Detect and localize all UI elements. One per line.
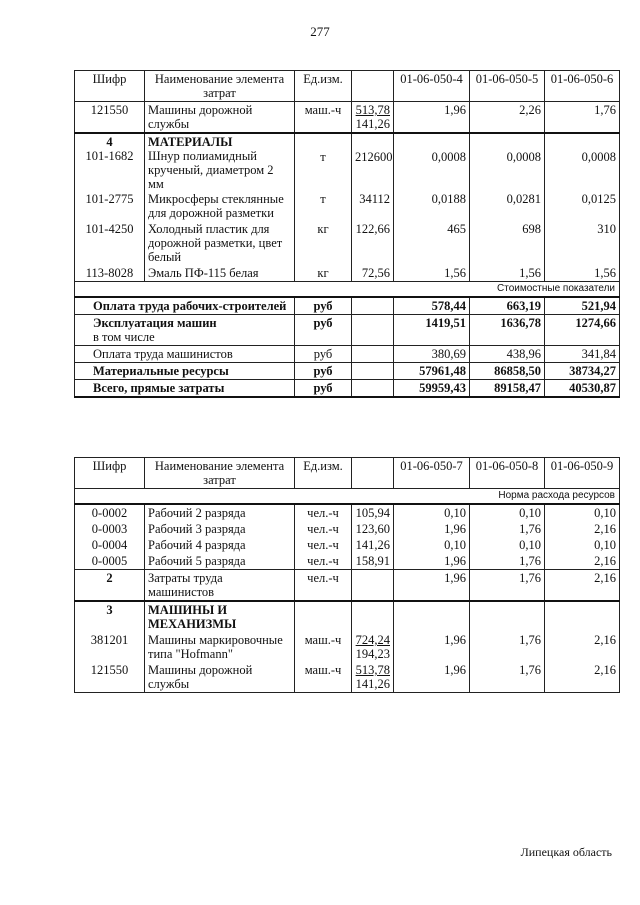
cost-row bbox=[75, 363, 620, 380]
value-cell: 1,56 bbox=[545, 265, 620, 282]
empty-cell bbox=[352, 363, 394, 380]
section-title: МАШИНЫ И МЕХАНИЗМЫ bbox=[145, 601, 295, 632]
price-cell: 123,60 bbox=[352, 521, 394, 537]
cost-row bbox=[75, 380, 620, 398]
value-cell: 1,96 bbox=[394, 553, 470, 570]
value-cell: 0,0281 bbox=[470, 191, 545, 221]
value-cell: 1,96 bbox=[394, 632, 470, 662]
value-cell: 2,16 bbox=[545, 570, 620, 602]
cost-row bbox=[75, 346, 620, 363]
name-cell: Рабочий 2 разряда bbox=[145, 504, 295, 521]
col-header: 01-06-050-8 bbox=[470, 458, 545, 489]
table-row bbox=[75, 504, 620, 521]
empty-cell bbox=[545, 601, 620, 632]
value-cell: 310 bbox=[545, 221, 620, 265]
price-cell bbox=[352, 102, 394, 134]
col-header: Наименование элемента затрат bbox=[145, 71, 295, 102]
code-cell: 113-8028 bbox=[75, 265, 145, 282]
col-header bbox=[352, 458, 394, 489]
value-cell: 86858,50 bbox=[470, 363, 545, 380]
value-cell: 40530,87 bbox=[545, 380, 620, 398]
value-cell: 663,19 bbox=[470, 297, 545, 315]
section-number: 4 101-1682 bbox=[75, 133, 145, 191]
section-number: 2 bbox=[75, 570, 145, 602]
name-cell: Холодный пластик для дорожной разметки, цвет белый bbox=[145, 221, 295, 265]
value-cell: 1,76 bbox=[470, 662, 545, 693]
table-row bbox=[75, 221, 620, 265]
empty-cell bbox=[352, 297, 394, 315]
code-cell: 0-0002 bbox=[75, 504, 145, 521]
value-cell: 0,10 bbox=[545, 504, 620, 521]
value-cell: 2,16 bbox=[545, 632, 620, 662]
section-title: МАТЕРИАЛЫ bbox=[148, 135, 233, 149]
unit-cell: руб bbox=[295, 315, 352, 346]
cost-name: Всего, прямые затраты bbox=[75, 380, 295, 398]
empty-cell bbox=[394, 601, 470, 632]
unit-cell: чел.-ч bbox=[295, 537, 352, 553]
value-cell: 1,76 bbox=[470, 632, 545, 662]
value-cell: 438,96 bbox=[470, 346, 545, 363]
value-cell: 2,16 bbox=[545, 662, 620, 693]
table-row bbox=[75, 632, 620, 662]
material-name-cell: МАТЕРИАЛЫ Шнур полиамидный крученый, диаметром 2 мм bbox=[145, 133, 295, 191]
code-cell: 0-0005 bbox=[75, 553, 145, 570]
value-cell: 0,10 bbox=[470, 537, 545, 553]
price-cell: 34112 bbox=[352, 191, 394, 221]
norm-caption: Норма расхода ресурсов bbox=[75, 489, 620, 505]
col-header: Шифр bbox=[75, 458, 145, 489]
value-cell: 0,10 bbox=[394, 504, 470, 521]
price-cell: 122,66 bbox=[352, 221, 394, 265]
name-cell: Машины дорожной службы bbox=[145, 662, 295, 693]
col-header: 01-06-050-7 bbox=[394, 458, 470, 489]
section-row-machines bbox=[75, 601, 620, 632]
empty-cell bbox=[470, 601, 545, 632]
table-row bbox=[75, 191, 620, 221]
resource-table-1 bbox=[74, 70, 620, 398]
name-cell: Машины маркировочные типа "Hofmann" bbox=[145, 632, 295, 662]
unit-cell: руб bbox=[295, 346, 352, 363]
value-cell: 0,10 bbox=[470, 504, 545, 521]
value-cell: 0,0008 bbox=[545, 133, 620, 191]
value-cell: 2,16 bbox=[545, 553, 620, 570]
value-cell: 1,96 bbox=[394, 570, 470, 602]
empty-cell bbox=[352, 570, 394, 602]
price-cell: 724,24 194,23 bbox=[352, 632, 394, 662]
page-number: 277 bbox=[310, 24, 330, 39]
col-header bbox=[352, 71, 394, 102]
price-top: 513,78 bbox=[355, 103, 390, 117]
value-cell: 521,94 bbox=[545, 297, 620, 315]
unit-cell: чел.-ч bbox=[295, 553, 352, 570]
value-cell: 380,69 bbox=[394, 346, 470, 363]
caption-row bbox=[75, 282, 620, 298]
code-cell: 101-2775 bbox=[75, 191, 145, 221]
cost-row bbox=[75, 315, 620, 346]
value-cell: 0,10 bbox=[394, 537, 470, 553]
value-cell: 1,56 bbox=[470, 265, 545, 282]
table-row bbox=[75, 570, 620, 602]
table-row bbox=[75, 537, 620, 553]
unit-cell: чел.-ч bbox=[295, 521, 352, 537]
code-cell: 101-4250 bbox=[75, 221, 145, 265]
value-cell: 89158,47 bbox=[470, 380, 545, 398]
value-cell: 0,0125 bbox=[545, 191, 620, 221]
col-header: 01-06-050-9 bbox=[545, 458, 620, 489]
col-header: Шифр bbox=[75, 71, 145, 102]
table-row bbox=[75, 102, 620, 134]
value-cell: 1,76 bbox=[470, 553, 545, 570]
code-cell: 0-0003 bbox=[75, 521, 145, 537]
unit-cell: руб bbox=[295, 380, 352, 398]
value-cell: 1636,78 bbox=[470, 315, 545, 346]
value-cell: 0,0008 bbox=[394, 133, 470, 191]
footer-region: Липецкая область bbox=[520, 845, 612, 859]
value-cell: 2,16 bbox=[545, 521, 620, 537]
price-cell: 158,91 bbox=[352, 553, 394, 570]
name-cell: Рабочий 5 разряда bbox=[145, 553, 295, 570]
value-cell: 1,96 bbox=[394, 102, 470, 134]
unit-cell: чел.-ч bbox=[295, 504, 352, 521]
value-cell: 59959,43 bbox=[394, 380, 470, 398]
empty-cell bbox=[352, 315, 394, 346]
value-cell: 1,96 bbox=[394, 521, 470, 537]
unit-cell: руб bbox=[295, 297, 352, 315]
empty-cell bbox=[352, 380, 394, 398]
section-row-materials bbox=[75, 133, 620, 191]
value-cell: 0,0008 bbox=[470, 133, 545, 191]
cost-name: Оплата труда машинистов bbox=[75, 346, 295, 363]
cost-name: Эксплуатация машин в том числе bbox=[75, 315, 295, 346]
cost-name: Оплата труда рабочих-строителей bbox=[75, 297, 295, 315]
name-cell: Эмаль ПФ-115 белая bbox=[145, 265, 295, 282]
value-cell: 341,84 bbox=[545, 346, 620, 363]
name-cell: Затраты труда машинистов bbox=[145, 570, 295, 602]
table-row bbox=[75, 662, 620, 693]
col-header: Ед.изм. bbox=[295, 458, 352, 489]
value-cell: 698 bbox=[470, 221, 545, 265]
value-cell: 1,96 bbox=[394, 662, 470, 693]
cost-name: Материальные ресурсы bbox=[75, 363, 295, 380]
empty-cell bbox=[295, 601, 352, 632]
value-cell: 38734,27 bbox=[545, 363, 620, 380]
col-header: 01-06-050-6 bbox=[545, 71, 620, 102]
table-row bbox=[75, 553, 620, 570]
unit-cell: руб bbox=[295, 363, 352, 380]
value-cell: 1419,51 bbox=[394, 315, 470, 346]
cost-caption: Стоимостные показатели bbox=[75, 282, 620, 298]
price-cell: 105,94 bbox=[352, 504, 394, 521]
value-cell: 578,44 bbox=[394, 297, 470, 315]
name-cell: Рабочий 3 разряда bbox=[145, 521, 295, 537]
unit-cell: маш.-ч bbox=[295, 102, 352, 134]
name-cell: Машины дорожной службы bbox=[145, 102, 295, 134]
name-cell: Микросферы стеклянные для дорожной разметки bbox=[145, 191, 295, 221]
unit-cell: маш.-ч bbox=[295, 632, 352, 662]
value-cell: 1274,66 bbox=[545, 315, 620, 346]
empty-cell bbox=[352, 601, 394, 632]
unit-cell: кг bbox=[295, 221, 352, 265]
code-cell: 121550 bbox=[75, 662, 145, 693]
value-cell: 1,76 bbox=[545, 102, 620, 134]
section-number: 3 bbox=[75, 601, 145, 632]
table-header bbox=[75, 458, 620, 489]
value-cell: 1,76 bbox=[470, 521, 545, 537]
price-cell: 212600 bbox=[352, 133, 394, 191]
value-cell: 1,56 bbox=[394, 265, 470, 282]
unit-cell: т bbox=[295, 191, 352, 221]
table-row bbox=[75, 521, 620, 537]
code-cell: 121550 bbox=[75, 102, 145, 134]
value-cell: 465 bbox=[394, 221, 470, 265]
table-header bbox=[75, 71, 620, 102]
unit-cell: чел.-ч bbox=[295, 570, 352, 602]
unit-cell: кг bbox=[295, 265, 352, 282]
col-header: 01-06-050-5 bbox=[470, 71, 545, 102]
value-cell: 2,26 bbox=[470, 102, 545, 134]
value-cell: 0,0188 bbox=[394, 191, 470, 221]
col-header: 01-06-050-4 bbox=[394, 71, 470, 102]
col-header: Наименование элемента затрат bbox=[145, 458, 295, 489]
cost-row bbox=[75, 297, 620, 315]
table-row bbox=[75, 265, 620, 282]
value-cell: 0,10 bbox=[545, 537, 620, 553]
caption-row bbox=[75, 489, 620, 505]
col-header: Ед.изм. bbox=[295, 71, 352, 102]
code-cell: 0-0004 bbox=[75, 537, 145, 553]
price-cell: 72,56 bbox=[352, 265, 394, 282]
price-bottom: 141,26 bbox=[355, 117, 390, 131]
empty-cell bbox=[352, 346, 394, 363]
price-cell: 141,26 bbox=[352, 537, 394, 553]
value-cell: 1,76 bbox=[470, 570, 545, 602]
unit-cell: т bbox=[295, 133, 352, 191]
name-cell: Рабочий 4 разряда bbox=[145, 537, 295, 553]
resource-table-2 bbox=[74, 457, 620, 693]
code-cell: 381201 bbox=[75, 632, 145, 662]
unit-cell: маш.-ч bbox=[295, 662, 352, 693]
price-cell: 513,78 141,26 bbox=[352, 662, 394, 693]
value-cell: 57961,48 bbox=[394, 363, 470, 380]
